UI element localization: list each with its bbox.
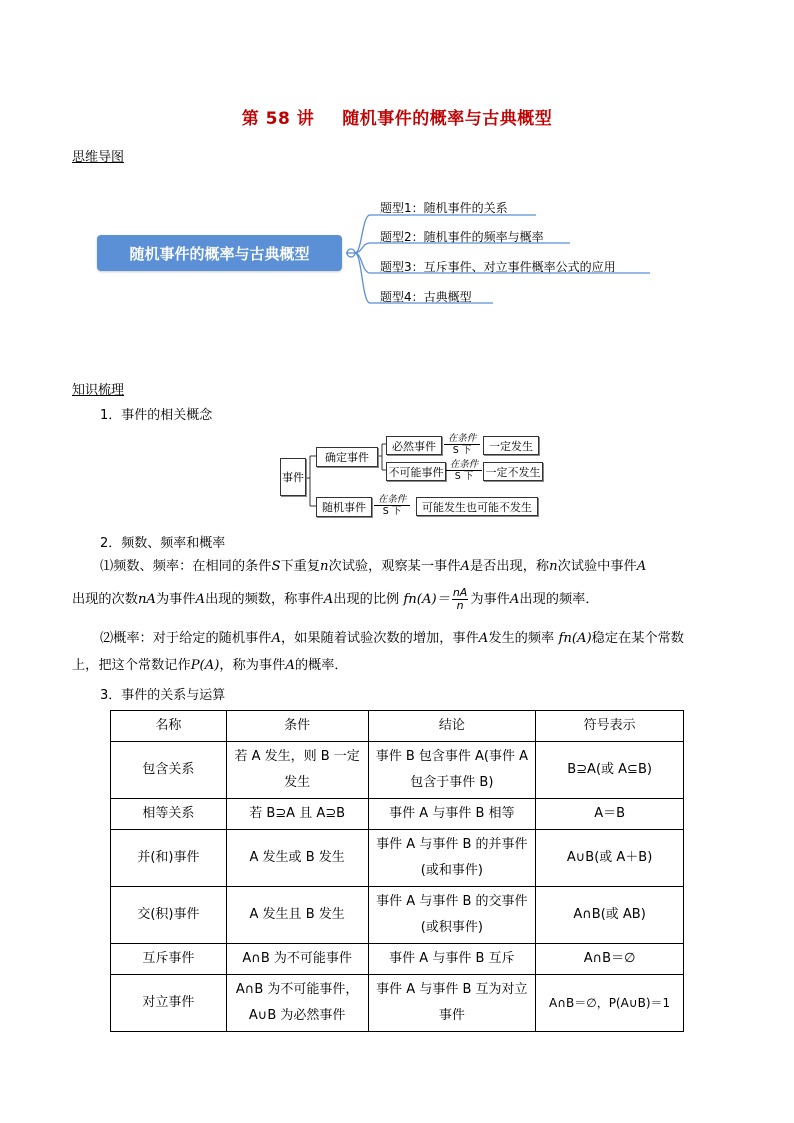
paragraph-frequency-line1: ⑴频数、频率：在相同的条件S下重复n次试验，观察某一事件A是否出现，称n次试验中事件A xyxy=(100,559,647,574)
event-relations-table xyxy=(110,710,684,1032)
table-row: 互斥事件 A∩B 为不可能事件 事件 A 与事件 B 互斥 A∩B＝∅ xyxy=(111,944,684,975)
never-happens-box: 一定不发生 xyxy=(483,462,543,481)
condition-label-3: 在条件 S 下 xyxy=(374,494,410,517)
header-condition: 条件 xyxy=(226,711,368,742)
mindmap-heading: 思维导图 xyxy=(72,150,125,165)
table-header-row xyxy=(111,711,684,742)
part1-heading: 1．事件的相关概念 xyxy=(100,408,213,423)
header-symbol: 符号表示 xyxy=(536,711,684,742)
part2-heading: 2．频数、频率和概率 xyxy=(100,536,226,551)
header-name: 名称 xyxy=(111,711,227,742)
certain-event-box: 确定事件 xyxy=(316,447,378,467)
table-row: 并(和)事件 A 发生或 B 发生 事件 A 与事件 B 的并事件(或和事件) A∪B(或 A＋B) xyxy=(111,830,684,887)
mindmap-root: 随机事件的概率与古典概型 xyxy=(97,235,342,271)
frequency-fraction: $\frac{nA}{n}$ xyxy=(452,585,468,612)
table-row: 对立事件 A∩B 为不可能事件，A∪B 为必然事件 事件 A 与事件 B 互为对立事件 A∩B＝∅，P(A∪B)＝1 xyxy=(111,975,684,1032)
table-row: 相等关系 若 B⊇A 且 A⊇B 事件 A 与事件 B 相等 A＝B xyxy=(111,799,684,830)
table-row: 包含关系 若 A 发生，则 B 一定发生 事件 B 包含事件 A(事件 A 包含于事件 B) B⊇A(或 A⊆B) xyxy=(111,742,684,799)
always-happens-box: 一定发生 xyxy=(483,436,539,455)
sure-event-box: 必然事件 xyxy=(386,436,442,455)
page-title xyxy=(0,104,794,129)
header-conclusion: 结论 xyxy=(368,711,536,742)
part3-heading: 3．事件的关系与运算 xyxy=(100,688,226,703)
impossible-event-box: 不可能事件 xyxy=(386,462,446,481)
condition-label-1: 在条件 S 下 xyxy=(444,433,480,456)
table-row: 交(积)事件 A 发生且 B 发生 事件 A 与事件 B 的交事件(或积事件) A∩B(或 AB) xyxy=(111,887,684,944)
maybe-happens-box: 可能发生也可能不发生 xyxy=(416,497,538,516)
mindmap-branch-1: 题型1：随机事件的关系 xyxy=(380,201,508,215)
paragraph-probability-line2: 上，把这个常数记作P(A)，称为事件A的概率． xyxy=(72,658,348,673)
paragraph-probability-line1: ⑵概率：对于给定的随机事件A，如果随着试验次数的增加，事件A发生的频率 fn(A)稳定在某个常数 xyxy=(100,631,684,646)
mindmap-branch-2: 题型2：随机事件的频率与概率 xyxy=(380,230,544,244)
mindmap-branch-4: 题型4：古典概型 xyxy=(380,290,472,304)
paragraph-frequency-line2: 出现的次数nA为事件A出现的频数，称事件A出现的比例 fn(A)＝ $\frac{nA}{n}$ 为事件A出现的频率． xyxy=(72,585,599,612)
event-box: 事件 xyxy=(280,458,306,496)
lecture-number: 第 58 讲 xyxy=(241,109,315,129)
condition-label-2: 在条件 S 下 xyxy=(446,459,482,482)
knowledge-heading: 知识梳理 xyxy=(72,383,125,398)
lecture-topic: 随机事件的概率与古典概型 xyxy=(342,109,553,129)
mindmap-branch-3: 题型3：互斥事件、对立事件概率公式的应用 xyxy=(380,260,616,274)
random-event-box: 随机事件 xyxy=(316,497,372,517)
